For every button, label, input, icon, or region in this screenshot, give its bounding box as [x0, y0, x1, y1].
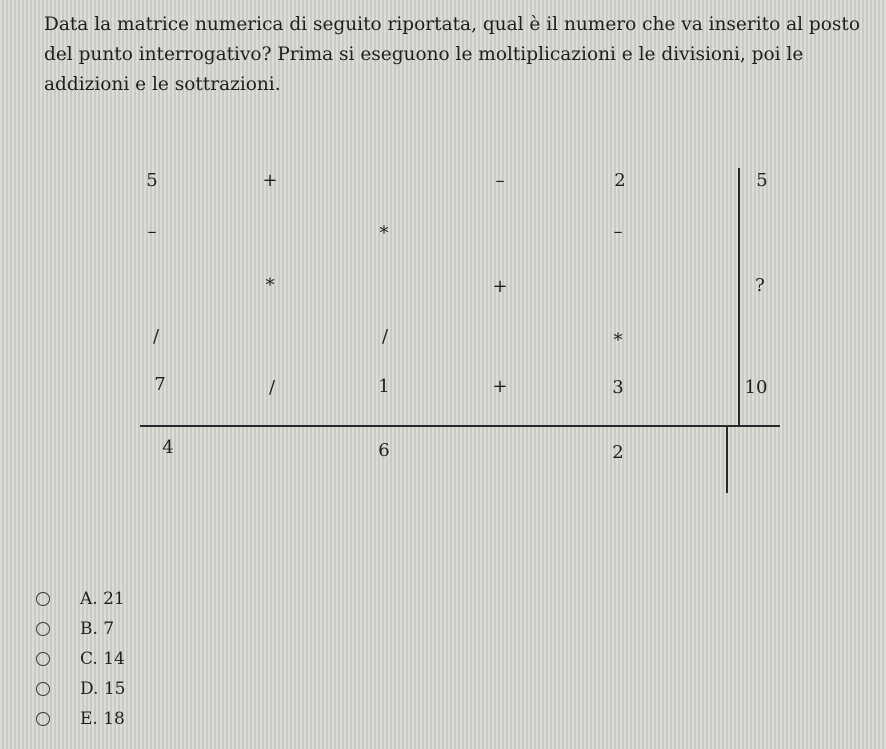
answer-option-label: B. 7	[80, 619, 115, 639]
radio-button[interactable]	[36, 592, 50, 606]
answer-option-label: D. 15	[80, 679, 126, 699]
answer-options	[36, 584, 125, 734]
matrix-operator: +	[262, 170, 278, 191]
radio-button[interactable]	[36, 712, 50, 726]
answer-option-label: C. 14	[80, 649, 125, 669]
answer-option[interactable]	[36, 674, 125, 704]
matrix-horizontal-divider	[140, 425, 780, 427]
matrix-number: 5	[146, 170, 158, 191]
matrix-column-result: 6	[378, 440, 390, 461]
matrix-operator: *	[613, 330, 623, 351]
answer-option[interactable]	[36, 704, 125, 734]
answer-option[interactable]	[36, 614, 125, 644]
matrix-row-result: 10	[744, 377, 768, 398]
matrix-vertical-divider	[726, 426, 728, 493]
answer-option-label: A. 21	[80, 589, 125, 609]
matrix-column-result: 4	[162, 437, 174, 458]
matrix-row-result: 5	[756, 170, 768, 191]
matrix-operator: /	[152, 326, 160, 347]
radio-button[interactable]	[36, 652, 50, 666]
matrix-operator: /	[381, 326, 389, 347]
radio-button[interactable]	[36, 622, 50, 636]
question-text: Data la matrice numerica di seguito riportata, qual è il numero che va inserito al posto del punto interrogativo? Prima si eseguono le moltiplicazioni e le divisioni, poi le addizioni e le sottrazioni.	[44, 14, 860, 95]
matrix-operator: +	[492, 376, 508, 397]
matrix-number: 2	[614, 170, 626, 191]
unknown-value: ?	[755, 275, 765, 296]
answer-option[interactable]	[36, 584, 125, 614]
matrix-column-result: 2	[612, 442, 624, 463]
matrix-operator: –	[613, 221, 623, 242]
matrix-number: 7	[154, 374, 166, 395]
matrix-operator: +	[492, 276, 508, 297]
matrix-operator: –	[495, 170, 505, 191]
matrix-operator: *	[265, 275, 275, 296]
matrix-operator: –	[147, 221, 157, 242]
matrix-operator: /	[268, 377, 276, 398]
answer-option[interactable]	[36, 644, 125, 674]
matrix-vertical-divider	[738, 168, 740, 426]
answer-option-label: E. 18	[80, 709, 125, 729]
matrix-number: 3	[612, 377, 624, 398]
radio-button[interactable]	[36, 682, 50, 696]
matrix-operator: *	[379, 223, 389, 244]
matrix-number: 1	[378, 376, 390, 397]
